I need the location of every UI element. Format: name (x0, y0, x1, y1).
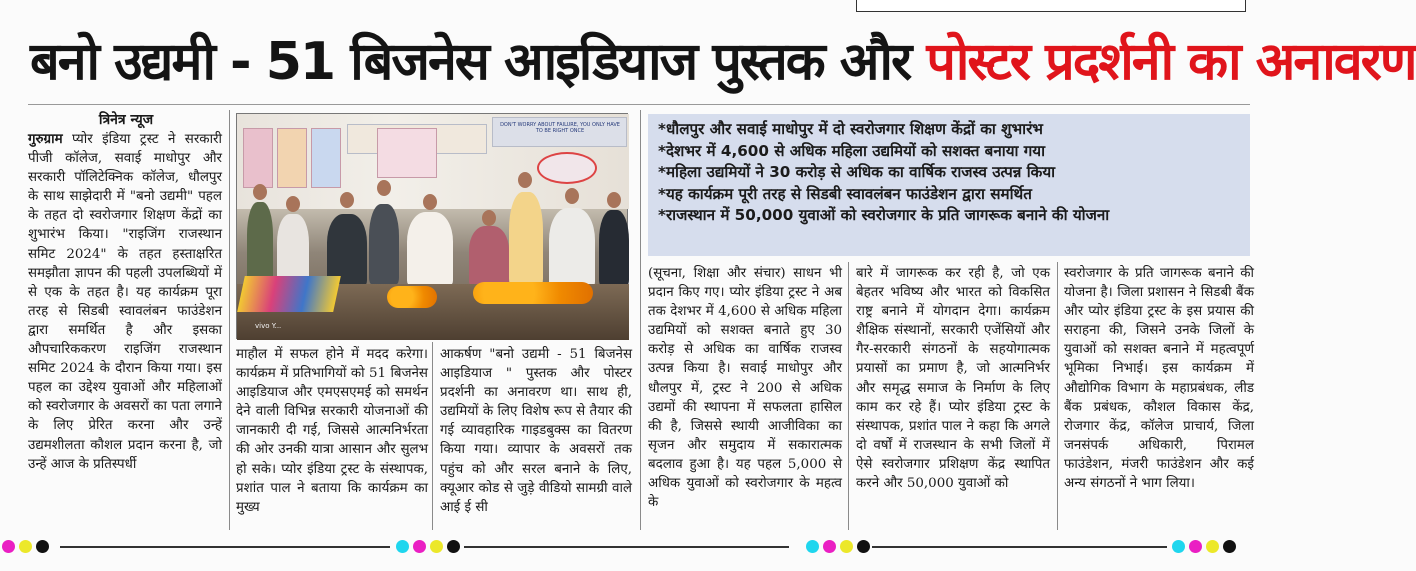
column-divider (848, 262, 849, 530)
cyan-dot (1172, 540, 1185, 553)
highlight-item: *राजस्थान में 50,000 युवाओं को स्वरोजगार के प्रति जागरूक बनाने की योजना (658, 206, 1110, 224)
photo-person-head (565, 188, 579, 204)
highlight-item: *यह कार्यक्रम पूरी तरह से सिडबी स्वावलंबन फाउंडेशन द्वारा समर्थित (658, 184, 1032, 203)
column-divider (432, 342, 433, 530)
column-4-text: (सूचना, शिक्षा और संचार) साधन भी प्रदान किए गए। प्योर इंडिया ट्रस्ट ने अब तक देशभर में 4,600 से अधिक महिला उद्यमियों को सशक्त बनाते हुए 30 करोड़ से अधिक का वार्षिक राजस्व उत्पन्न किया है। सवाई माधोपुर और धौलपुर में, ट्रस्ट ने 200 से अधिक उद्यमों की स्थापना में सफलता हासिल की है, जिससे स्थायी आजीविका का सृजन और समुदाय में सकारात्मक बदलाव हुआ है। यह पहल 5,000 से अधिक युवाओं को स्वरोजगार के महत्व के (648, 266, 842, 511)
photo-person-head (340, 192, 354, 208)
photo-person-head (482, 210, 496, 226)
photo-emblem (537, 152, 597, 184)
magenta-dot (1189, 540, 1202, 553)
black-dot (447, 540, 460, 553)
photo-banner-text: DON'T WORRY ABOUT FAILURE, YOU ONLY HAVE TO BE RIGHT ONCE (500, 122, 620, 134)
photo-credit: vivo Y... (255, 322, 282, 330)
article-column-1 (28, 130, 222, 530)
headline-rule (28, 104, 1250, 105)
photo-person-head (518, 172, 532, 188)
print-registration-bar (0, 540, 1280, 554)
photo-person-head (253, 184, 267, 200)
photo-poster (377, 128, 437, 178)
article-column-4 (648, 264, 842, 530)
photo-person (549, 208, 595, 288)
yellow-dot (840, 540, 853, 553)
headline-black-part: बनो उद्यमी - 51 बिजनेस आइडियाज पुस्तक और (30, 32, 927, 92)
photo-flowers (387, 286, 437, 308)
yellow-dot (1206, 540, 1219, 553)
column-6-text: स्वरोजगार के प्रति जागरूक बनाने की योजना है। जिला प्रशासन ने सिडबी बैंक और प्योर इंडिया ट्रस्ट के इस प्रयास की सराहना की, जिसने उनके जिलों के युवाओं को सशक्त बनाने में महत्वपूर्ण भूमिका निभाई। इस कार्यक्रम में औद्योगिक विभाग के महाप्रबंधक, लीड बैंक प्रबंधक, कौशल विकास केंद्र, रोजगार केंद्र, कॉलेज प्राचार्य, जिला जनसंपर्क अधिकारी, पिरामल फाउंडेशन, मंजरी फाउंडेशन और कई अन्य संगठनों ने भाग लिया। (1064, 266, 1254, 492)
black-dot (36, 540, 49, 553)
photo-person (469, 226, 509, 286)
article-column-2 (236, 345, 428, 530)
photo-poster (243, 128, 273, 188)
yellow-dot (430, 540, 443, 553)
article-column-6 (1064, 264, 1254, 530)
dateline: गुरुग्राम (28, 131, 63, 147)
previous-article-box (856, 0, 1246, 12)
column-3-text: आकर्षण "बनो उद्यमी - 51 बिजनेस आइडियाज " पुस्तक और पोस्टर प्रदर्शनी का अनावरण था। साथ ही, उद्यमियों के लिए विशेष रूप से तैयार की गई व्यावहारिक गाइडबुक्स का वितरण किया गया। व्यापार के अवसरों तक पहुंच को और सरल बनाने के लिए, क्यूआर कोड से जुड़े वीडियो सामग्री वाले आई ई सी (440, 347, 632, 515)
headline-red-part: पोस्टर प्रदर्शनी का अनावरण (926, 32, 1416, 92)
photo-person-head (286, 196, 300, 212)
headline (30, 26, 1416, 98)
registration-line (872, 546, 1167, 548)
article-column-5 (856, 264, 1050, 530)
black-dot (857, 540, 870, 553)
photo-person (599, 210, 629, 286)
photo-poster (277, 128, 307, 188)
black-dot (1223, 540, 1236, 553)
column-divider (1057, 262, 1058, 530)
highlight-item: *धौलपुर और सवाई माधोपुर में दो स्वरोजगार शिक्षण केंद्रों का शुभारंभ (658, 120, 1043, 138)
photo-person (407, 212, 453, 286)
column-1-text: प्योर इंडिया ट्रस्ट ने सरकारी पीजी कॉलेज, सवाई माधोपुर और सरकारी पॉलिटेक्निक कॉलेज, धौलपुर के साथ साझेदारी में "बनो उद्यमी" पहल के तहत दो स्वरोजगार शिक्षण केंद्रों का शुभारंभ किया। "राइजिंग राजस्थान समिट 2024" के तहत हस्ताक्षरित समझौता ज्ञापन की पहली उपलब्धियों में से एक के तहत है। यह कार्यक्रम पूरा तरह से सिडबी स्वावलंबन फाउंडेशन द्वारा समर्थित है और इसका औपचारिककरण राइजिंग राजस्थान समिट 2024 के दौरान किया गया। इस पहल का उद्देश्य युवाओं और महिलाओं को स्वरोजगार के अवसरों का पता लगाने के लिए प्रेरित करना और उन्हें उद्यमशीलता कौशल प्रदान करना है, जो उन्हें आज के प्रतिस्पर्धी (28, 132, 222, 472)
photo-person-head (377, 180, 391, 196)
photo-person (369, 204, 399, 284)
cyan-dot (396, 540, 409, 553)
highlights-box (648, 114, 1250, 256)
cyan-dot (806, 540, 819, 553)
column-2-text: माहौल में सफल होने में मदद करेगा। कार्यक्रम में प्रतिभागियों को 51 बिजनेस आइडियाज और एमएसएमई को समर्थन देने वाली विभिन्न सरकारी योजनाओं की जानकारी दी गई, जिससे आत्मनिर्भरता की ओर उनकी यात्रा आसान और सुलभ हो सके। प्योर इंडिया ट्रस्ट के संस्थापक, प्रशांत पाल ने बताया कि कार्यक्रम का मुख्य (236, 347, 428, 515)
event-photo (236, 113, 628, 339)
column-divider (640, 110, 641, 530)
photo-person-head (423, 194, 437, 210)
registration-line (60, 546, 390, 548)
column-divider (229, 110, 230, 530)
photo-poster-book (237, 276, 341, 312)
article-column-3 (440, 345, 632, 530)
magenta-dot (413, 540, 426, 553)
column-5-text: बारे में जागरूक कर रही है, जो एक बेहतर भविष्य और भारत को विकसित राष्ट्र बनाने में योगदान देगा। कार्यक्रम शैक्षिक संस्थानों, सरकारी एजेंसियों और गैर-सरकारी संगठनों के सहयोगात्मक प्रयासों का प्रमाण है, जो आत्मनिर्भर और समृद्ध समाज के निर्माण के लिए काम कर रहे हैं। प्योर इंडिया ट्रस्ट के संस्थापक, प्रशांत पाल ने कहा कि अगले दो वर्षों में राजस्थान के सभी जिलों में ऐसे स्वरोजगार प्रशिक्षण केंद्र स्थापित करने और 50,000 युवाओं को (856, 266, 1050, 492)
photo-flowers (473, 282, 593, 304)
highlight-item: *देशभर में 4,600 से अधिक महिला उद्यमियों को सशक्त बनाया गया (658, 141, 1046, 160)
magenta-dot (823, 540, 836, 553)
byline: त्रिनेत्र न्यूज (98, 112, 154, 128)
registration-line (464, 546, 789, 548)
photo-poster (311, 128, 341, 188)
photo-person (247, 202, 273, 284)
photo-person-head (607, 192, 621, 208)
yellow-dot (19, 540, 32, 553)
highlight-item: *महिला उद्यमियों ने 30 करोड़ से अधिक का वार्षिक राजस्व उत्पन्न किया (658, 163, 1056, 181)
photo-person (509, 192, 543, 286)
magenta-dot (2, 540, 15, 553)
